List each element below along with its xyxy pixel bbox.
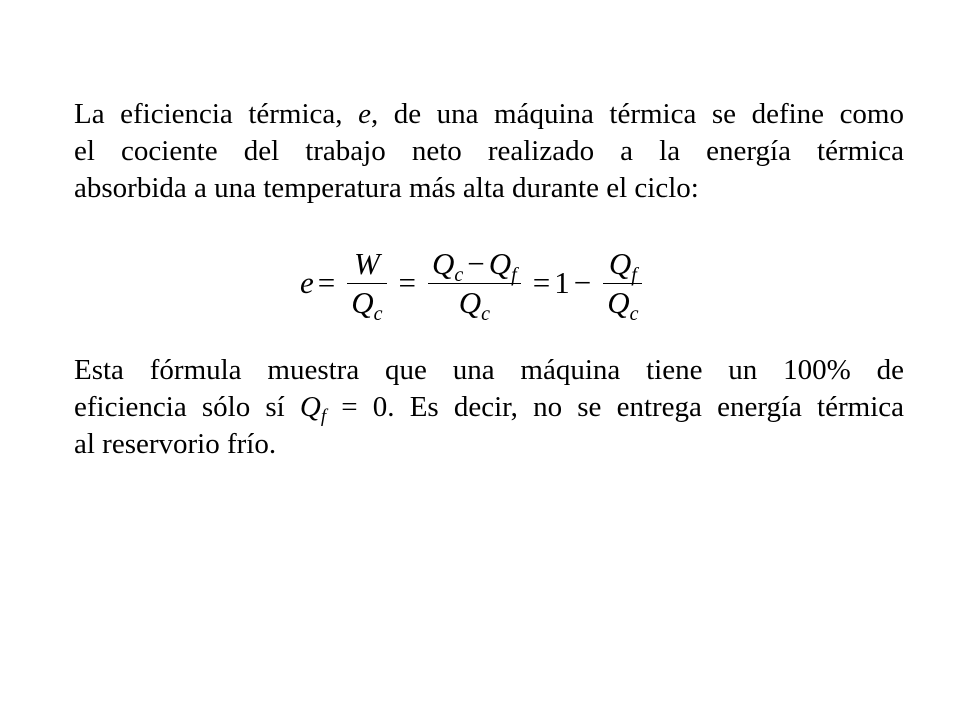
formula-one: 1 xyxy=(554,265,570,300)
conclusion-paragraph xyxy=(74,352,904,463)
fraction-work-over-heat: $\frac{W}{Q_c}$ xyxy=(347,245,386,322)
fraction-cold-over-hot: $\frac{Q_f}{Q_c}$ xyxy=(603,245,642,322)
definition-line-3: absorbida a una temperatura más alta durante el ciclo: xyxy=(74,172,699,204)
formula-equals-2: = xyxy=(398,265,417,300)
fraction-heat-difference: $\frac{Q_c - Q_f}{Q_c}$ xyxy=(428,245,521,322)
formula-equals-1: = xyxy=(317,265,336,300)
conclusion-line-2: eficiencia sólo sí $Q_f = 0$. Es decir, no se entrega energía térmica xyxy=(74,391,904,427)
definition-line-1: La eficiencia térmica, e, de una máquina térmica se define como xyxy=(74,98,904,130)
definition-line-2: el cociente del trabajo neto realizado a la energía térmica xyxy=(74,135,904,167)
definition-paragraph xyxy=(74,96,904,207)
formula-equals-3: = xyxy=(532,265,551,300)
efficiency-formula xyxy=(300,238,650,328)
formula-minus: − xyxy=(573,265,592,300)
conclusion-line-3: al reservorio frío. xyxy=(74,428,277,460)
formula-lhs: e xyxy=(300,265,314,300)
cold-heat-variable: Q xyxy=(299,391,321,423)
conclusion-line-1: Esta fórmula muestra que una máquina tiene un 100% de xyxy=(74,354,904,386)
efficiency-variable: e xyxy=(358,98,371,130)
